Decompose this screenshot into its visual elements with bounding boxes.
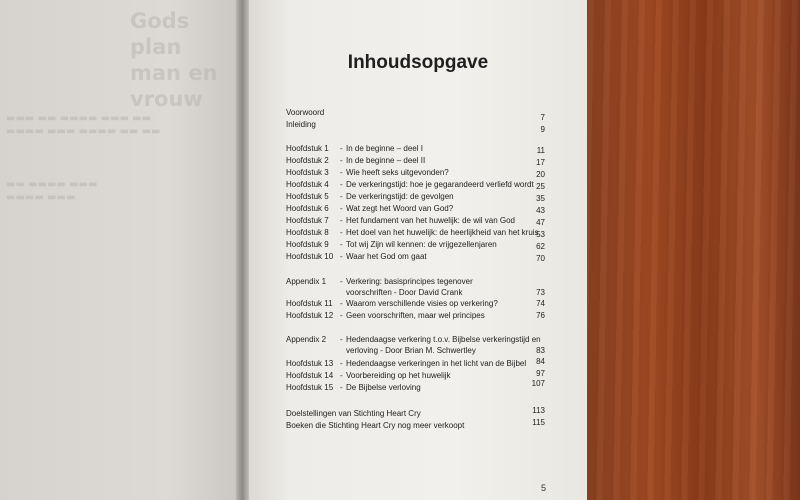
entry-label: Hoofdstuk 13 xyxy=(286,359,334,368)
entry-label: Hoofdstuk 7 xyxy=(286,216,329,225)
entry-title: In de beginne – deel II xyxy=(346,156,426,165)
entry-title: Hedendaagse verkeringen in het licht van de Bijbel xyxy=(346,359,527,368)
entry-separator: - xyxy=(340,204,343,213)
entry-page: 62 xyxy=(536,242,545,251)
toc-entry xyxy=(249,299,587,310)
toc-entry xyxy=(249,156,587,167)
entry-page: 9 xyxy=(540,125,545,134)
entry-page: 76 xyxy=(536,311,545,320)
entry-label: Hoofdstuk 5 xyxy=(286,192,329,201)
entry-page: 83 xyxy=(536,346,545,355)
entry-separator: - xyxy=(340,277,343,286)
entry-separator: - xyxy=(340,371,343,380)
entry-page: 11 xyxy=(536,146,545,155)
entry-separator: - xyxy=(340,299,343,308)
page-title: Inhoudsopgave xyxy=(347,52,489,73)
entry-label: Hoofdstuk 1 xyxy=(286,144,329,153)
entry-separator: - xyxy=(340,252,343,261)
entry-label: Hoofdstuk 15 xyxy=(286,383,334,392)
toc-entry xyxy=(249,144,587,155)
toc-entry xyxy=(249,120,587,134)
entry-separator: - xyxy=(340,156,343,165)
entry-label: Appendix 2 xyxy=(286,335,327,344)
entry-title: Boeken die Stichting Heart Cry nog meer verkoopt xyxy=(286,421,465,430)
entry-title: Het fundament van het huwelijk: de wil van God xyxy=(346,216,515,225)
entry-separator: - xyxy=(340,228,343,237)
entry-label: Appendix 1 xyxy=(286,277,327,286)
entry-title: Doelstellingen van Stichting Heart Cry xyxy=(286,409,421,418)
entry-page: 43 xyxy=(536,206,545,215)
entry-page: 113 xyxy=(532,406,545,415)
entry-separator: - xyxy=(340,192,343,201)
entry-page: 70 xyxy=(536,254,545,263)
entry-label: Hoofdstuk 11 xyxy=(286,299,333,308)
entry-page: 84 xyxy=(536,357,545,366)
entry-page: 73 xyxy=(536,288,545,297)
entry-title: Hedendaagse verkering t.o.v. Bijbelse verkeringstijd en xyxy=(346,335,541,344)
entry-separator: - xyxy=(340,311,343,320)
entry-page: 25 xyxy=(536,182,545,191)
toc-entry xyxy=(249,216,587,227)
toc-entry xyxy=(249,335,587,357)
entry-title: Waarom verschillende visies op verkering? xyxy=(346,299,498,308)
toc-entry xyxy=(249,204,587,215)
entry-title: Wie heeft seks uitgevonden? xyxy=(346,168,449,177)
entry-page: 53 xyxy=(536,230,545,239)
table-of-contents xyxy=(249,0,587,500)
entry-label: Hoofdstuk 8 xyxy=(286,228,329,237)
entry-page: 35 xyxy=(536,194,545,203)
toc-entry xyxy=(249,192,587,203)
entry-title: Voorbereiding op het huwelijk xyxy=(346,371,451,380)
entry-title: De Bijbelse verloving xyxy=(346,383,421,392)
entry-page: 107 xyxy=(531,379,545,388)
entry-title: Wat zegt het Woord van God? xyxy=(346,204,454,213)
entry-label: Hoofdstuk 3 xyxy=(286,168,329,177)
entry-label: Hoofdstuk 12 xyxy=(286,311,334,320)
entry-page: 47 xyxy=(536,218,545,227)
entry-separator: - xyxy=(340,359,343,368)
entry-page: 115 xyxy=(532,418,545,427)
entry-separator: - xyxy=(340,168,343,177)
entry-title: voorschriften - Door David Crank xyxy=(346,288,463,297)
entry-title: De verkeringstijd: de gevolgen xyxy=(346,192,454,201)
entry-separator: - xyxy=(340,216,343,225)
entry-title: Geen voorschriften, maar wel principes xyxy=(346,311,485,320)
bleed-through-text: ▬▬▬ ▬▬ ▬▬▬▬ ▬▬▬ ▬▬ ▬▬▬▬ ▬▬▬ ▬▬▬▬ ▬▬ ▬▬ xyxy=(6,113,161,137)
toc-entry xyxy=(249,277,587,299)
entry-separator: - xyxy=(340,240,343,249)
entry-title: Het doel van het huwelijk: de heerlijkheid van het kruis xyxy=(346,228,539,237)
toc-entry xyxy=(249,252,587,263)
entry-page: 97 xyxy=(536,369,545,378)
entry-title: Verkering: basisprincipes tegenover xyxy=(346,277,473,286)
page-number: 5 xyxy=(541,483,547,493)
bleed-through-text: ▬▬ ▬▬▬▬ ▬▬▬ ▬▬▬▬ ▬▬▬ xyxy=(6,179,98,203)
toc-entry xyxy=(249,180,587,191)
entry-separator: - xyxy=(340,383,343,392)
toc-entry xyxy=(249,240,587,251)
left-book-page xyxy=(0,0,243,500)
entry-separator: - xyxy=(340,180,343,189)
toc-entry xyxy=(249,228,587,239)
entry-label: Hoofdstuk 14 xyxy=(286,371,334,380)
toc-entry xyxy=(249,108,587,122)
bleed-through-heading: Gods plan man en vrouw xyxy=(130,9,218,111)
entry-label: Hoofdstuk 6 xyxy=(286,204,329,213)
toc-entry xyxy=(249,418,587,432)
entry-label: Hoofdstuk 2 xyxy=(286,156,329,165)
entry-separator: - xyxy=(340,335,343,344)
entry-title: Inleiding xyxy=(286,120,316,129)
entry-title: Tot wij Zijn wil kennen: de vrijgezellenjaren xyxy=(346,240,497,249)
entry-title: In de beginne – deel I xyxy=(346,144,423,153)
entry-page: 7 xyxy=(540,113,545,122)
toc-entry xyxy=(249,311,587,322)
entry-title: verloving - Door Brian M. Schwertley xyxy=(346,346,476,355)
entry-label: Hoofdstuk 9 xyxy=(286,240,329,249)
entry-page: 74 xyxy=(536,299,545,308)
entry-title: Voorwoord xyxy=(286,108,325,117)
toc-entry xyxy=(249,168,587,179)
entry-title: Waar het God om gaat xyxy=(346,252,427,261)
entry-label: Hoofdstuk 10 xyxy=(286,252,334,261)
right-book-page xyxy=(249,0,587,500)
entry-label: Hoofdstuk 4 xyxy=(286,180,329,189)
entry-page: 20 xyxy=(536,170,545,179)
book-gutter xyxy=(236,0,250,500)
entry-page: 17 xyxy=(536,158,545,167)
entry-separator: - xyxy=(340,144,343,153)
wooden-table-background xyxy=(585,0,800,500)
toc-entry xyxy=(249,379,587,394)
entry-title: De verkeringstijd: hoe je gegarandeerd verliefd wordt xyxy=(346,180,534,189)
